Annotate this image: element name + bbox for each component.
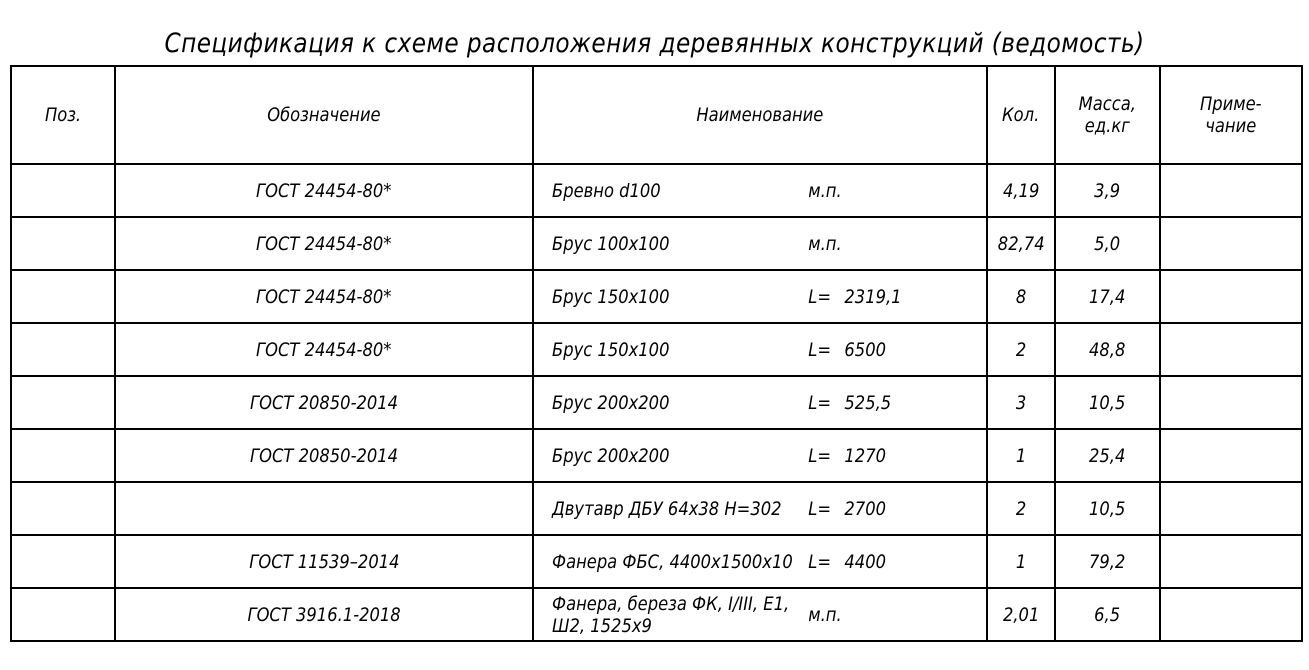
cell-mass: 10,5	[1055, 482, 1160, 535]
cell-designation: ГОСТ 24454-80*	[115, 217, 533, 270]
cell-name	[533, 217, 987, 270]
cell-qty: 1	[987, 429, 1055, 482]
item-name: Брус 100х100	[552, 232, 670, 255]
item-length: 525,5	[844, 391, 892, 414]
cell-designation	[115, 482, 533, 535]
item-length: 2319,1	[844, 285, 902, 308]
item-name: Брус 200х200	[552, 391, 670, 414]
cell-note	[1160, 164, 1302, 217]
cell-name	[533, 429, 987, 482]
cell-pos	[11, 376, 115, 429]
item-unit: L=	[808, 444, 832, 467]
item-unit: м.п.	[808, 179, 842, 202]
cell-mass: 3,9	[1055, 164, 1160, 217]
cell-qty: 3	[987, 376, 1055, 429]
cell-note	[1160, 429, 1302, 482]
cell-note	[1160, 482, 1302, 535]
table-row	[11, 270, 1302, 323]
cell-mass: 6,5	[1055, 588, 1160, 641]
cell-qty: 8	[987, 270, 1055, 323]
cell-mass: 17,4	[1055, 270, 1160, 323]
specification-table	[10, 65, 1303, 642]
cell-name	[533, 323, 987, 376]
table-row	[11, 323, 1302, 376]
header-pos: Поз.	[11, 66, 115, 164]
cell-designation: ГОСТ 24454-80*	[115, 323, 533, 376]
item-length: 6500	[844, 338, 886, 361]
table-row	[11, 217, 1302, 270]
cell-mass: 25,4	[1055, 429, 1160, 482]
document-title: Спецификация к схеме расположения деревянных конструкций (ведомость)	[164, 28, 1145, 59]
item-length: 1270	[844, 444, 886, 467]
item-unit: L=	[808, 497, 832, 520]
cell-pos	[11, 535, 115, 588]
table-row	[11, 376, 1302, 429]
cell-designation: ГОСТ 11539–2014	[115, 535, 533, 588]
table-header-row	[11, 66, 1302, 164]
item-unit: L=	[808, 550, 832, 573]
cell-qty: 2,01	[987, 588, 1055, 641]
item-unit: L=	[808, 338, 832, 361]
item-unit: м.п.	[808, 232, 842, 255]
header-note: Приме- чание	[1160, 66, 1302, 164]
cell-mass: 79,2	[1055, 535, 1160, 588]
table-row	[11, 482, 1302, 535]
item-name: Брус 150х100	[552, 338, 670, 361]
cell-name	[533, 535, 987, 588]
cell-pos	[11, 429, 115, 482]
table-row	[11, 535, 1302, 588]
cell-pos	[11, 164, 115, 217]
cell-pos	[11, 270, 115, 323]
header-mass: Масса, ед.кг	[1055, 66, 1160, 164]
item-name: Двутавр ДБУ 64х38 Н=302	[552, 497, 782, 520]
cell-qty: 1	[987, 535, 1055, 588]
cell-name	[533, 164, 987, 217]
item-unit: м.п.	[808, 603, 842, 626]
cell-note	[1160, 217, 1302, 270]
item-name: Брус 150х100	[552, 285, 670, 308]
cell-note	[1160, 588, 1302, 641]
cell-note	[1160, 323, 1302, 376]
cell-note	[1160, 535, 1302, 588]
cell-qty: 2	[987, 482, 1055, 535]
cell-pos	[11, 323, 115, 376]
header-designation: Обозначение	[115, 66, 533, 164]
header-qty: Кол.	[987, 66, 1055, 164]
cell-pos	[11, 482, 115, 535]
item-unit: L=	[808, 285, 832, 308]
item-length: 2700	[844, 497, 886, 520]
item-name: Бревно d100	[552, 179, 661, 202]
cell-mass: 10,5	[1055, 376, 1160, 429]
cell-pos	[11, 217, 115, 270]
cell-qty: 82,74	[987, 217, 1055, 270]
item-length: 4400	[844, 550, 886, 573]
cell-note	[1160, 376, 1302, 429]
cell-name	[533, 588, 987, 641]
cell-designation: ГОСТ 24454-80*	[115, 164, 533, 217]
cell-note	[1160, 270, 1302, 323]
cell-qty: 2	[987, 323, 1055, 376]
cell-designation: ГОСТ 20850-2014	[115, 429, 533, 482]
item-unit: L=	[808, 391, 832, 414]
item-name: Брус 200х200	[552, 444, 670, 467]
item-name: Фанера, береза ФК, I/III, Е1, Ш2, 1525х9	[552, 592, 790, 637]
cell-mass: 5,0	[1055, 217, 1160, 270]
cell-mass: 48,8	[1055, 323, 1160, 376]
table-row	[11, 164, 1302, 217]
cell-name	[533, 376, 987, 429]
header-name: Наименование	[533, 66, 987, 164]
cell-qty: 4,19	[987, 164, 1055, 217]
cell-name	[533, 270, 987, 323]
table-row	[11, 429, 1302, 482]
cell-pos	[11, 588, 115, 641]
cell-designation: ГОСТ 24454-80*	[115, 270, 533, 323]
cell-name	[533, 482, 987, 535]
cell-designation: ГОСТ 20850-2014	[115, 376, 533, 429]
item-name: Фанера ФБС, 4400х1500х10	[552, 550, 793, 573]
table-row	[11, 588, 1302, 641]
cell-designation: ГОСТ 3916.1-2018	[115, 588, 533, 641]
